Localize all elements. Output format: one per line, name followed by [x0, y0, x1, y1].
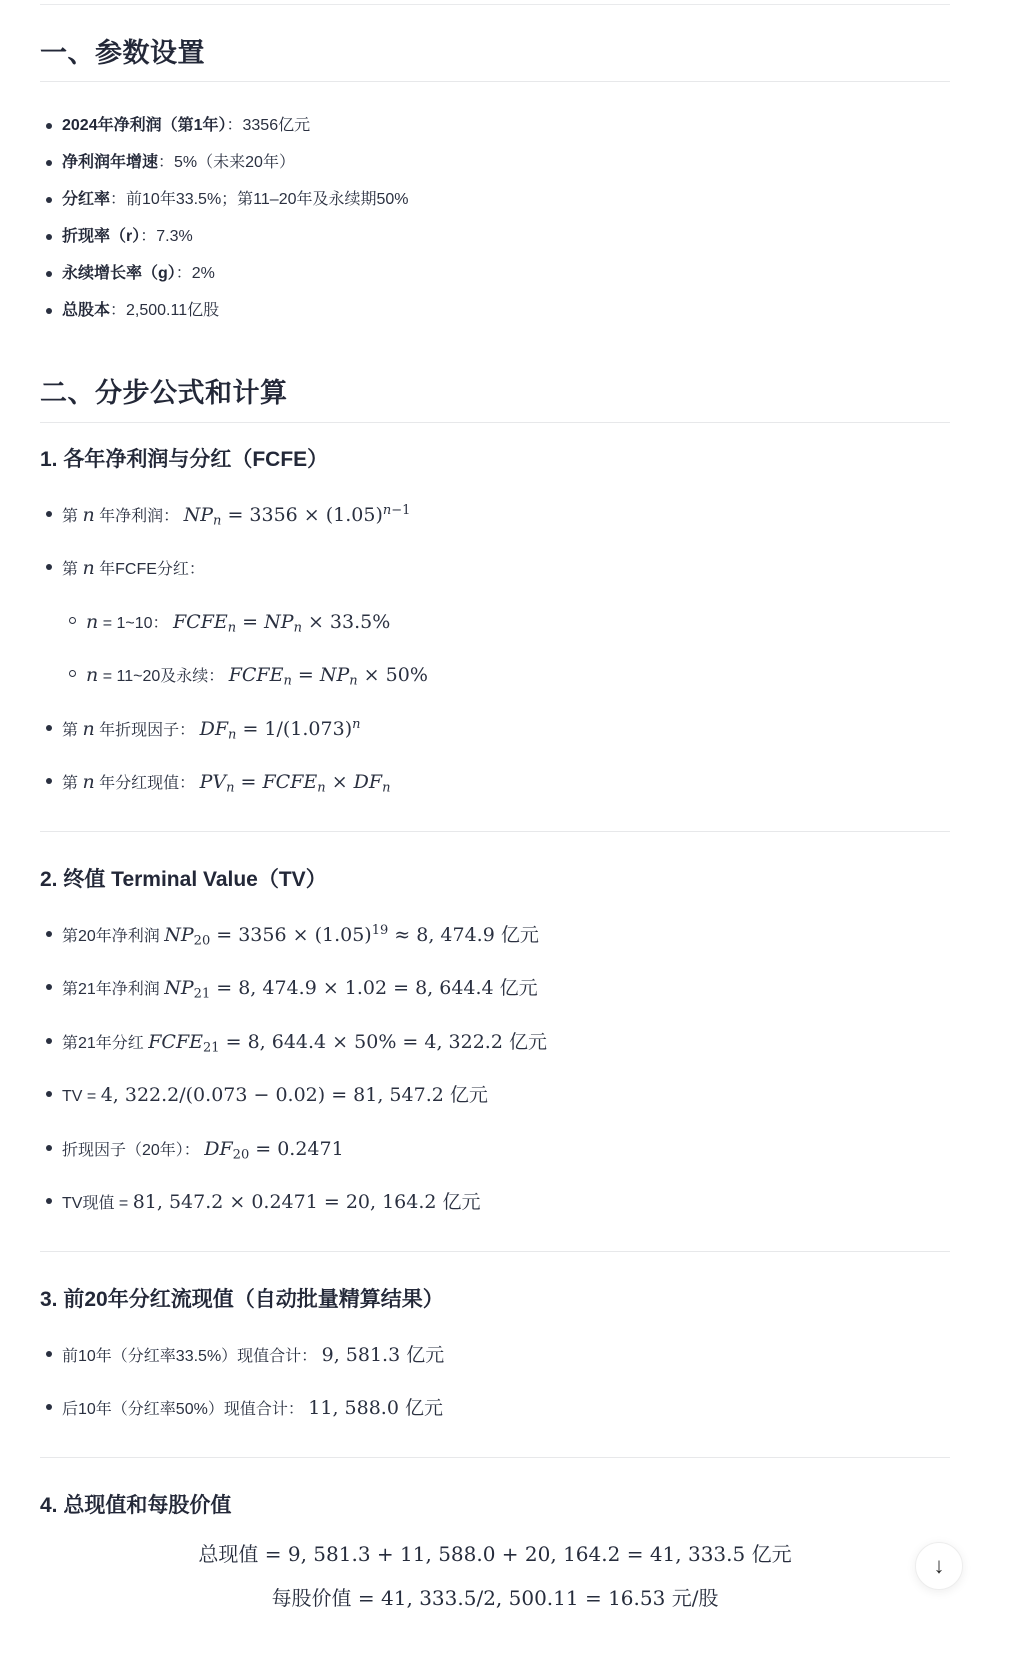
fcfe-sublist — [64, 608, 950, 691]
list-item: 第 n 年净利润： $NP_n = 3356 \times (1.05)^{n-1}$ — [40, 501, 950, 530]
list-item: 第21年分红 $FCFE_{21} = 8$, 644.4 × 50% = 4, 322.2 亿元 — [40, 1028, 950, 1057]
param-value: ：2,500.11亿股 — [110, 302, 220, 320]
param-label: 总股本 — [62, 302, 111, 320]
param-value: ：7.3% — [140, 228, 193, 246]
subsection-heading-total: 4. 总现值和每股价值 — [40, 1493, 232, 1517]
top-divider — [40, 4, 950, 5]
fcfe-list — [40, 501, 950, 798]
list-item — [40, 554, 950, 690]
subsection-heading-fcfe: 1. 各年净利润与分红（FCFE） — [40, 447, 329, 471]
list-item: 后10年（分红率50%）现值合计： 11, 588.0 亿元 — [40, 1394, 950, 1423]
section-heading-calc: 二、分步公式和计算 — [40, 377, 950, 422]
subsection-heading-tv: 2. 终值 Terminal Value（TV） — [40, 867, 327, 891]
section-heading-params: 一、参数设置 — [40, 37, 950, 82]
list-item: 第 n 年折现因子： $DF_n = 1/(1.073)^n$ — [40, 715, 950, 744]
section-divider — [40, 1457, 950, 1458]
param-item — [40, 151, 950, 175]
param-item — [40, 299, 950, 323]
param-item — [40, 188, 950, 212]
param-value: ：3356亿元 — [226, 117, 311, 135]
total-value-equation: 总现值 = 9, 581.3 + 11, 588.0 + 20, 164.2 = 41, 333.5 亿元 — [198, 1541, 792, 1566]
param-value: ：前10年33.5%；第11–20年及永续期50% — [110, 191, 409, 209]
arrow-down-icon: ↓ — [933, 1553, 945, 1578]
list-item: 第 n 年分红现值： $PV_n$ = $FCFE_n \times DF_n$ — [40, 768, 950, 797]
pv-list — [40, 1341, 950, 1424]
param-label: 净利润年增速 — [62, 154, 159, 172]
list-item: 第20年净利润 $NP_{20} = 3356 \times (1.05)^{19} \approx 8$, 474.9 亿元 — [40, 921, 950, 950]
list-item: 前10年（分红率33.5%）现值合计： 9, 581.3 亿元 — [40, 1341, 950, 1370]
tv-list — [40, 921, 950, 1218]
sub-list-item: n = 11~20及永续： $FCFE_n = NP_n \times 50\%$ — [64, 661, 950, 690]
list-item: TV现值 = 81, 547.2 × 0.2471 = 20, 164.2 亿元 — [40, 1188, 950, 1217]
list-item: 第21年净利润 $NP_{21} = 8$, 474.9 × 1.02 = 8, 644.4 亿元 — [40, 974, 950, 1003]
param-value: ：5%（未来20年） — [158, 154, 295, 172]
sub-list-item: n = 1~10： $FCFE_n = NP_n \times 33.5\%$ — [64, 608, 950, 637]
per-share-equation: 每股价值 = 41, 333.5/2, 500.11 = 16.53 元/股 — [271, 1585, 719, 1610]
param-label: 永续增长率（g） — [62, 265, 176, 283]
param-item — [40, 225, 950, 249]
list-item: 折现因子（20年）： $DF_{20} = 0.2471$ — [40, 1135, 950, 1164]
param-item — [40, 114, 950, 138]
document-body — [0, 4, 1011, 1669]
scroll-to-bottom-button[interactable] — [915, 1542, 963, 1590]
param-label: 折现率（r） — [62, 228, 141, 246]
section-divider — [40, 1251, 950, 1252]
section-divider — [40, 831, 950, 832]
params-list — [40, 114, 950, 323]
list-item-text: 第 n 年FCFE分红： — [62, 557, 205, 580]
subsection-heading-pv: 3. 前20年分红流现值（自动批量精算结果） — [40, 1287, 444, 1311]
param-label: 2024年净利润（第1年） — [62, 117, 227, 135]
param-value: ：2% — [175, 265, 215, 283]
list-item: TV = 4, 322.2/(0.073 − 0.02) = 81, 547.2 亿元 — [40, 1081, 950, 1110]
param-label: 分红率 — [62, 191, 111, 209]
param-item — [40, 262, 950, 286]
